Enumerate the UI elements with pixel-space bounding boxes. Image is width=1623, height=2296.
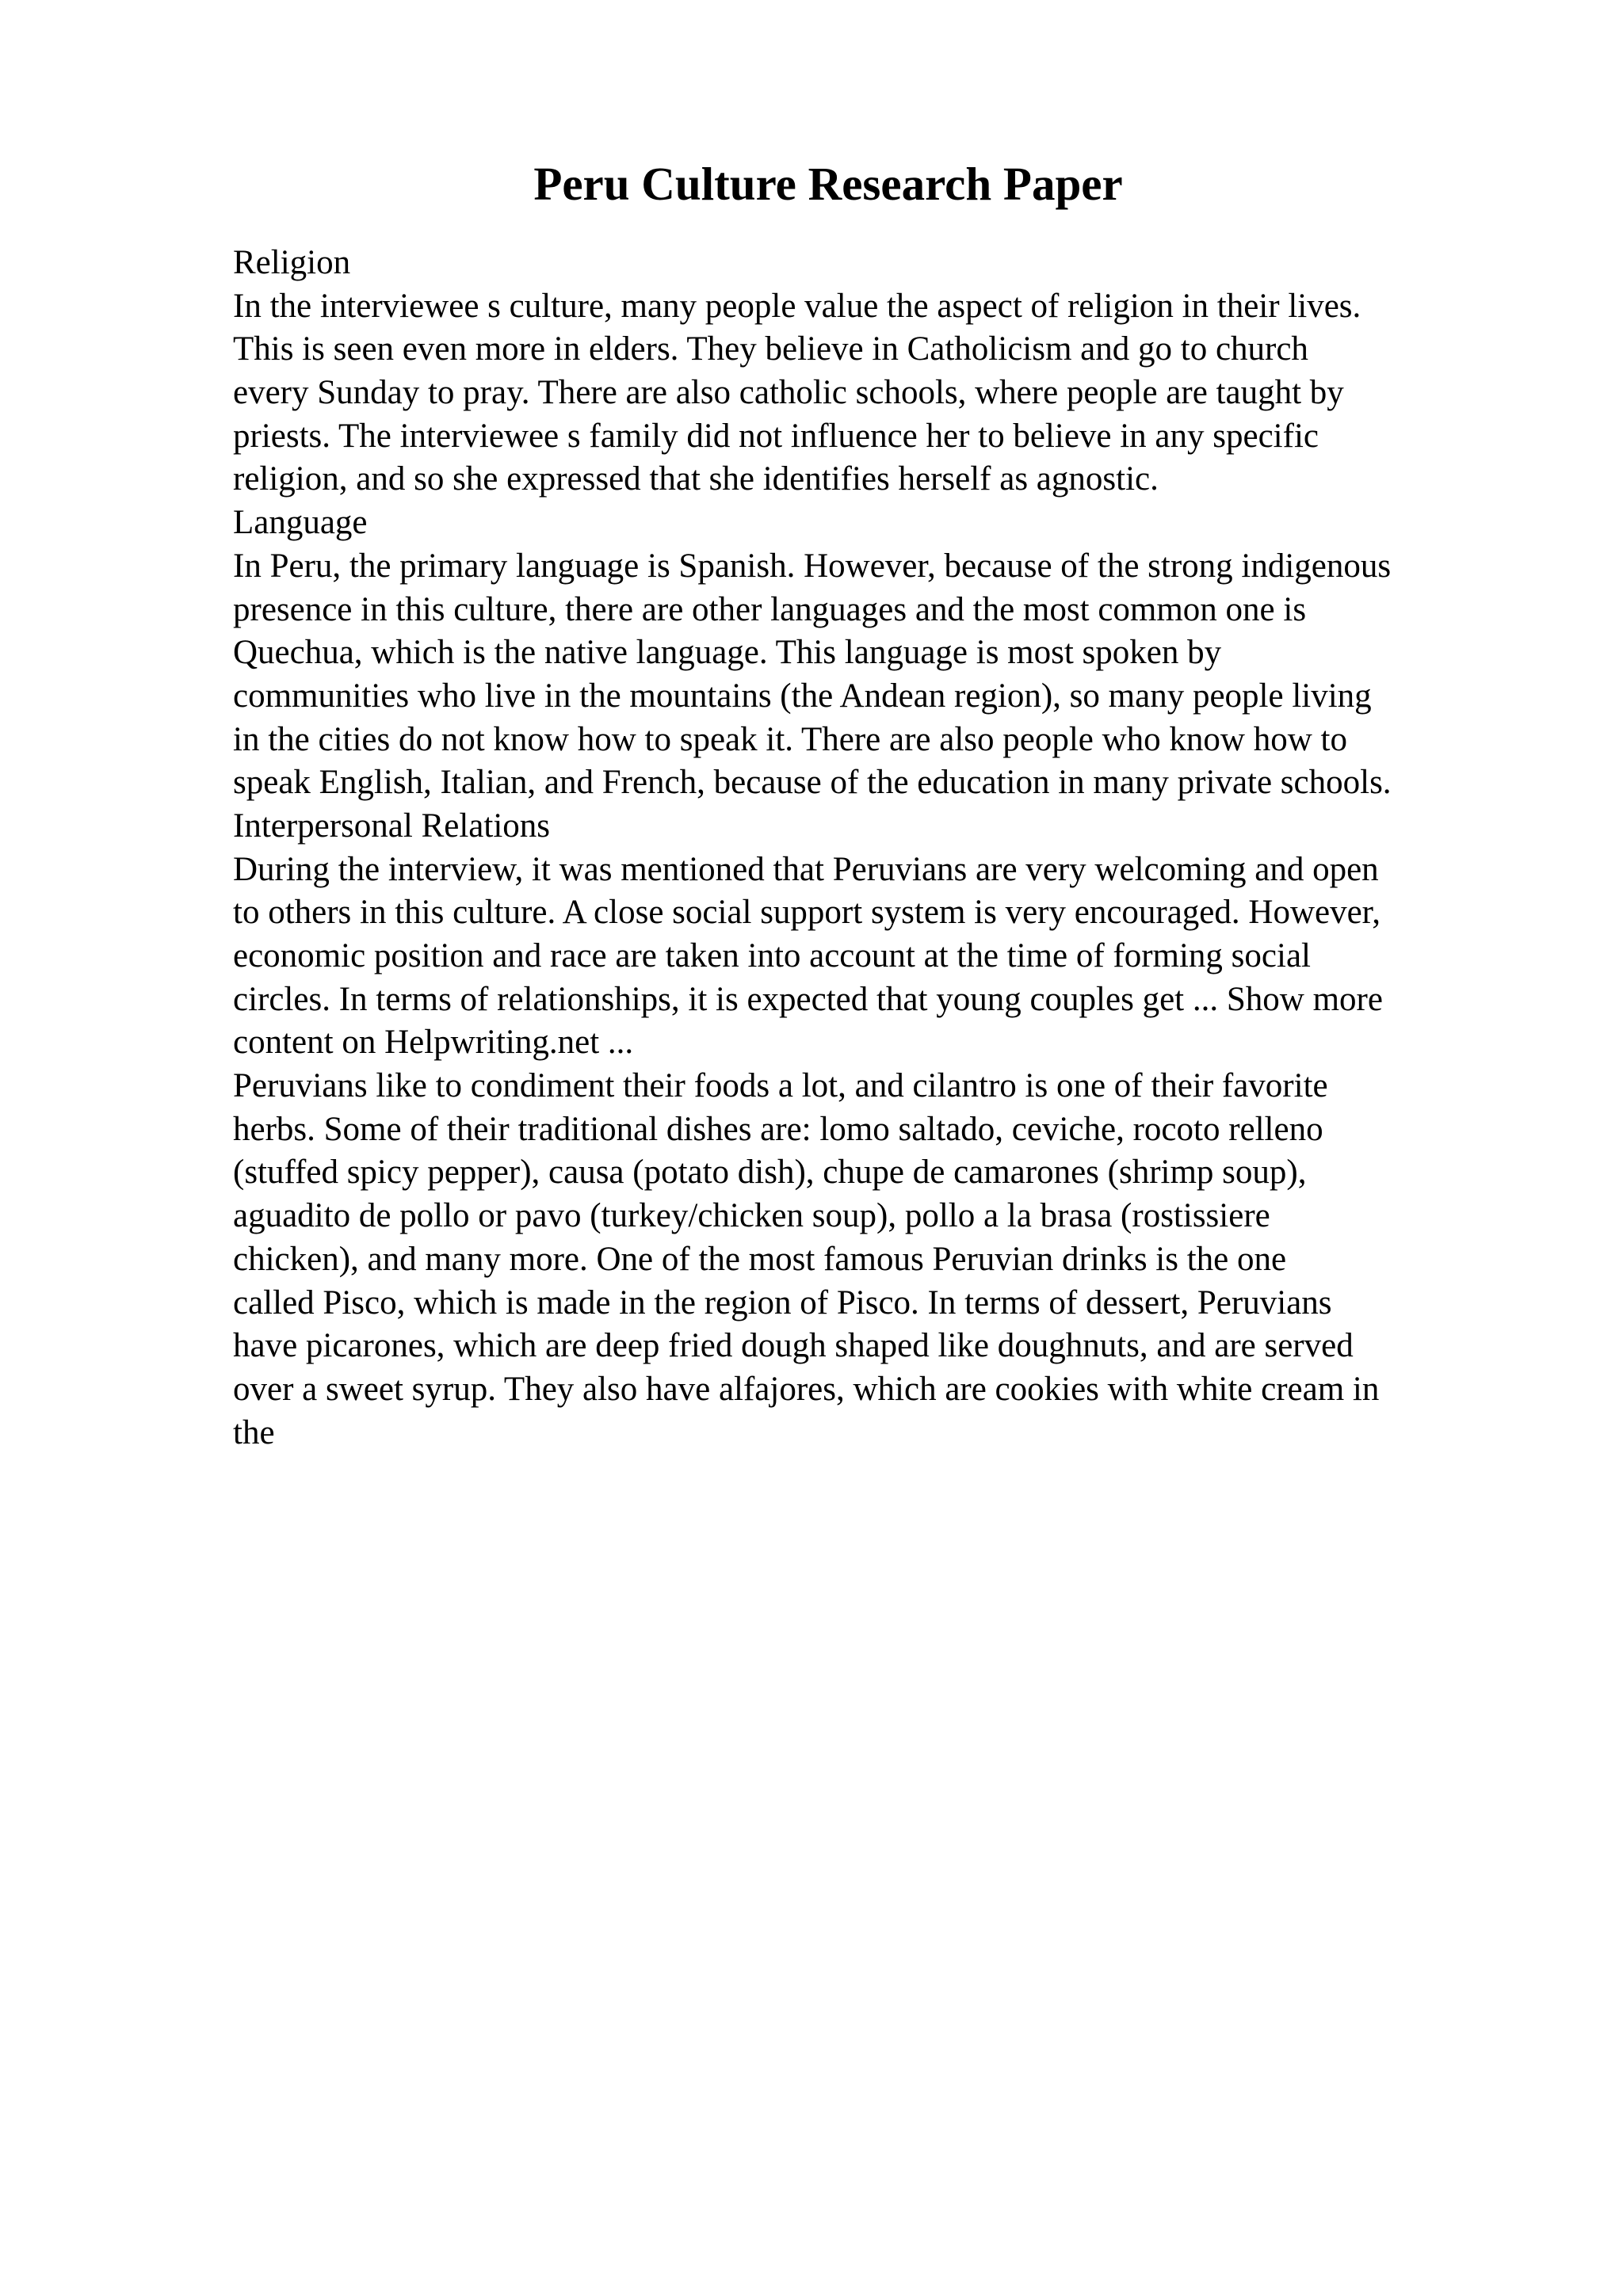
text-line: have picarones, which are deep fried dough shaped like doughnuts, and are served xyxy=(233,1327,1354,1365)
text-line: called Pisco, which is made in the region of Pisco. In terms of dessert, Peruvians xyxy=(233,1283,1332,1322)
section-heading-interpersonal-relations: Interpersonal Relations xyxy=(233,807,551,845)
text-line: This is seen even more in elders. They believe in Catholicism and go to church xyxy=(233,330,1308,368)
text-line: Quechua, which is the native language. This language is most spoken by xyxy=(233,634,1222,672)
page-title: Peru Culture Research Paper xyxy=(533,158,1123,210)
text-line: over a sweet syrup. They also have alfajores, which are cookies with white cream in xyxy=(233,1370,1380,1408)
text-line: aguadito de pollo or pavo (turkey/chicken soup), pollo a la brasa (rostissiere xyxy=(233,1197,1270,1235)
text-line: In Peru, the primary language is Spanish. However, because of the strong indigenous xyxy=(233,547,1392,585)
text-line: circles. In terms of relationships, it is expected that young couples get ... Show more xyxy=(233,980,1383,1018)
text-line: to others in this culture. A close social support system is very encouraged. However, xyxy=(233,894,1381,932)
text-line: every Sunday to pray. There are also catholic schools, where people are taught by xyxy=(233,374,1344,412)
text-line: presence in this culture, there are other languages and the most common one is xyxy=(233,590,1307,628)
text-line: priests. The interviewee s family did not influence her to believe in any specific xyxy=(233,417,1319,455)
text-line: herbs. Some of their traditional dishes are: lomo saltado, ceviche, rocoto relleno xyxy=(233,1110,1323,1148)
text-line: speak English, Italian, and French, because of the education in many private schools. xyxy=(233,764,1392,802)
document-body xyxy=(233,242,1517,1455)
text-line: (stuffed spicy pepper), causa (potato dish), chupe de camarones (shrimp soup), xyxy=(233,1154,1307,1192)
section-heading-language: Language xyxy=(233,504,368,542)
text-line: in the cities do not know how to speak it. There are also people who know how to xyxy=(233,720,1347,758)
text-line: economic position and race are taken into account at the time of forming social xyxy=(233,937,1311,974)
text-line: the xyxy=(233,1413,275,1451)
text-line: During the interview, it was mentioned that Peruvians are very welcoming and open xyxy=(233,850,1379,888)
text-line: Peruvians like to condiment their foods a lot, and cilantro is one of their favorite xyxy=(233,1067,1328,1105)
section-heading-religion: Religion xyxy=(233,244,351,281)
text-line: content on Helpwriting.net ... xyxy=(233,1024,634,1062)
text-line: In the interviewee s culture, many people value the aspect of religion in their lives. xyxy=(233,287,1361,325)
text-line: chicken), and many more. One of the most famous Peruvian drinks is the one xyxy=(233,1240,1287,1278)
text-line: religion, and so she expressed that she identifies herself as agnostic. xyxy=(233,460,1159,498)
text-line: communities who live in the mountains (the Andean region), so many people living xyxy=(233,677,1372,715)
